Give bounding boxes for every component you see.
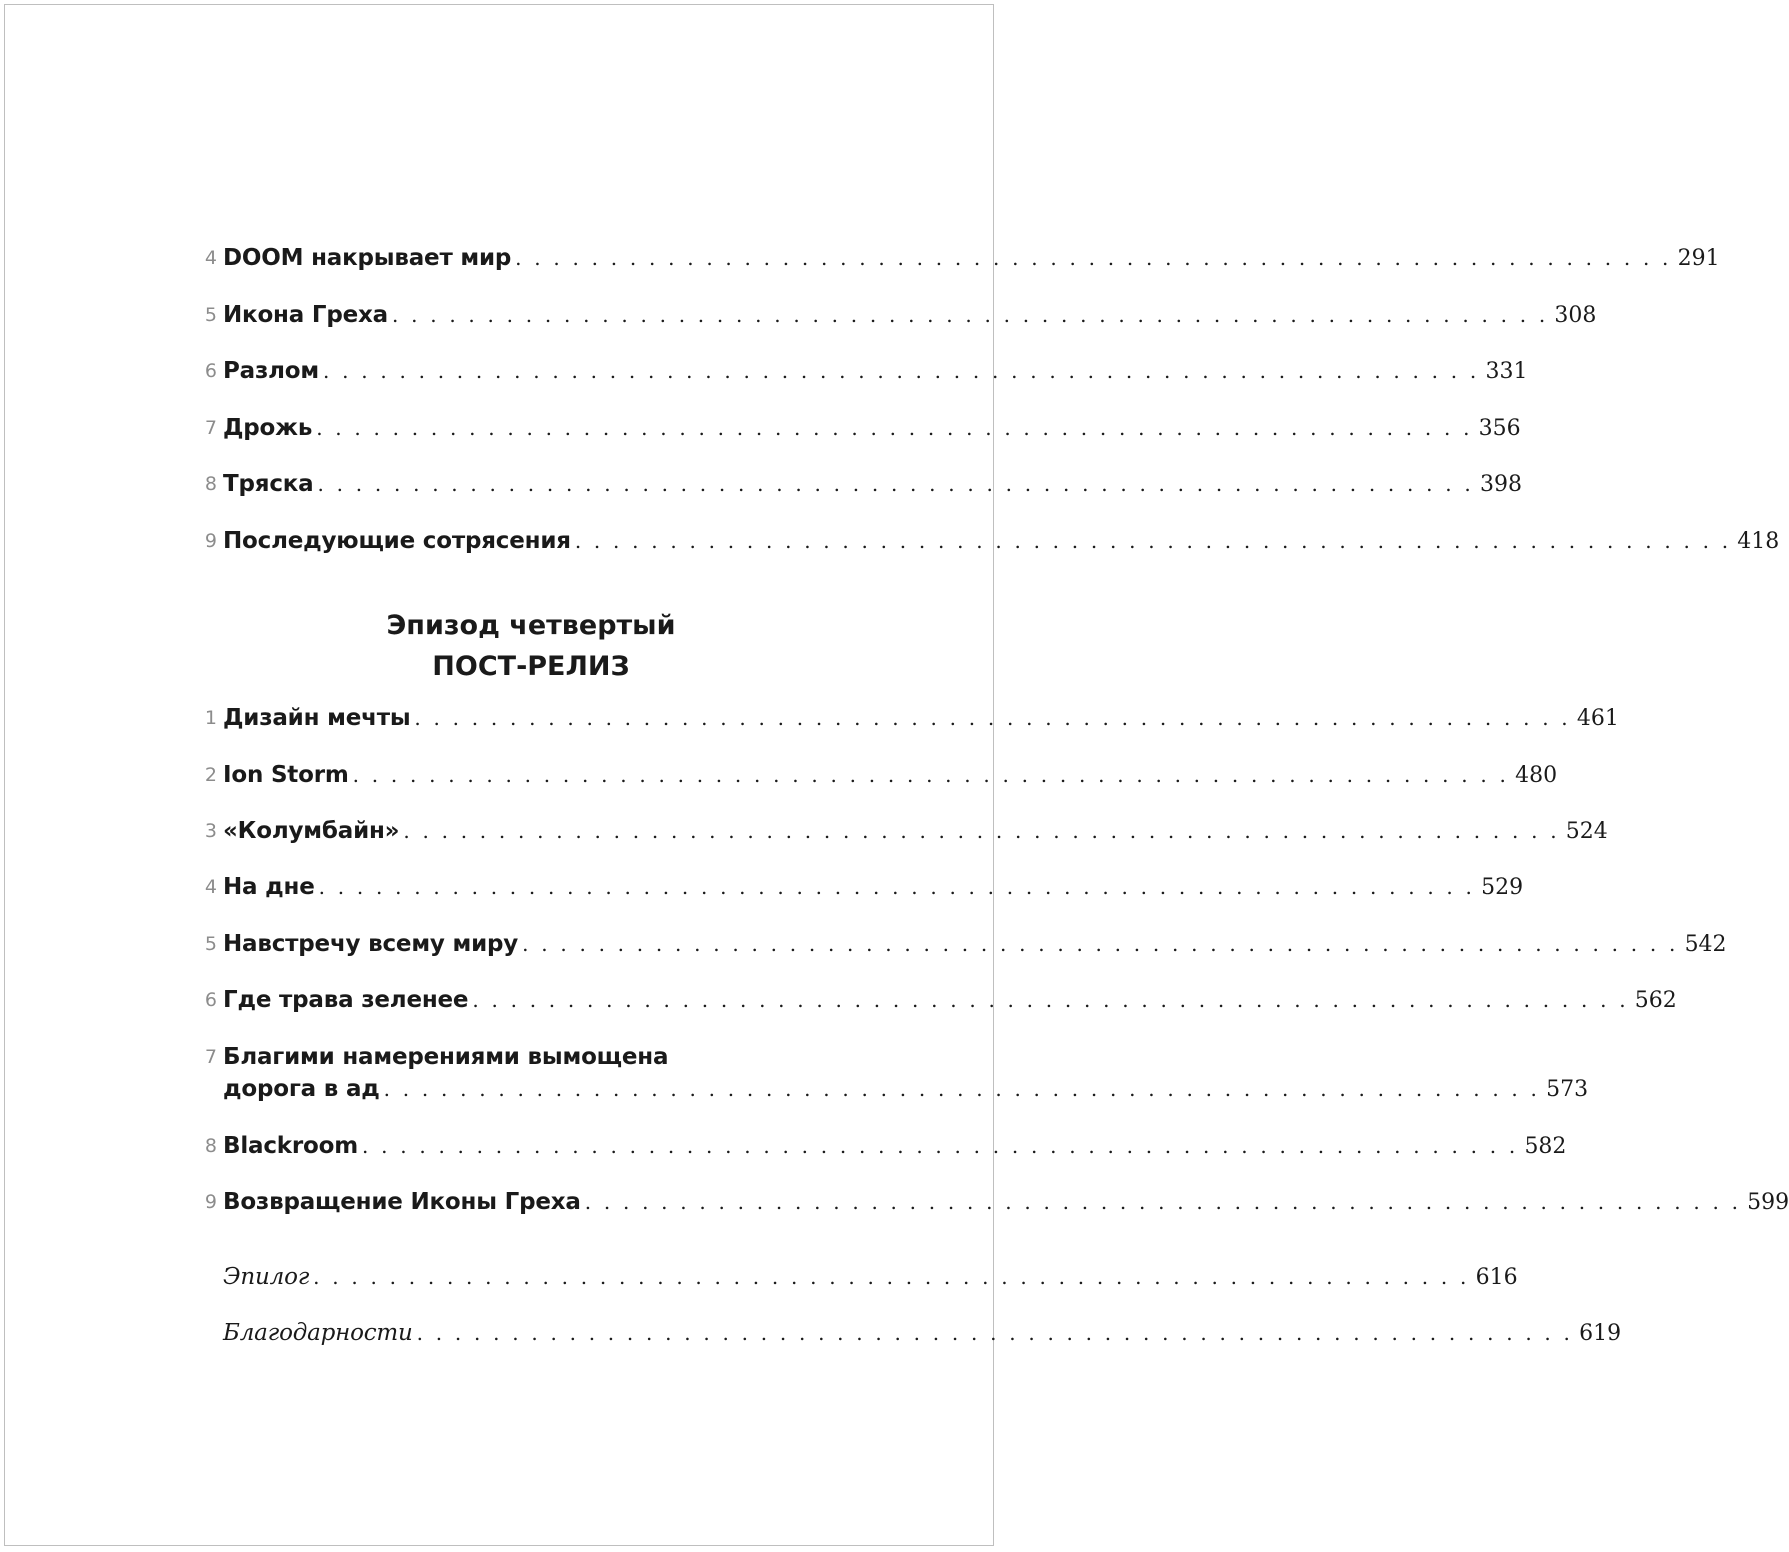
chapter-title: Последующие сотрясения <box>223 528 571 554</box>
leader-dots: . . . . . . . . . . . . . . . . . . . . . . . . . . . . . . . . . . . . . . . . . . . . . . . . . . . . . . . . . . . . . <box>361 1134 1519 1158</box>
page-number: 524 <box>1565 819 1608 844</box>
chapter-title: Blackroom <box>223 1133 358 1159</box>
page-number: 418 <box>1737 529 1780 554</box>
chapter-number: 7 <box>204 417 217 439</box>
chapter-number: 6 <box>204 360 217 382</box>
chapter-number: 5 <box>204 933 217 955</box>
chapter-number: 4 <box>204 876 217 898</box>
chapter-title: Возвращение Иконы Греха <box>223 1189 581 1215</box>
toc-entry <box>200 924 1727 964</box>
page-number: 529 <box>1481 875 1524 900</box>
page-number: 616 <box>1475 1265 1518 1290</box>
leader-dots: . . . . . . . . . . . . . . . . . . . . . . . . . . . . . . . . . . . . . . . . . . . . . . . . . . . . . . . . . . . . . <box>522 932 1679 956</box>
toc-entry <box>200 698 1619 738</box>
page-number: 573 <box>1546 1077 1589 1102</box>
leader-dots: . . . . . . . . . . . . . . . . . . . . . . . . . . . . . . . . . . . . . . . . . . . . . . . . . . . . . . . . . . . . . <box>414 706 1571 730</box>
leader-dots: . . . . . . . . . . . . . . . . . . . . . . . . . . . . . . . . . . . . . . . . . . . . . . . . . . . . . . . . . . . . . <box>317 472 1474 496</box>
toc-entry <box>200 1182 1789 1222</box>
chapter-number: 4 <box>204 247 217 269</box>
page-number: 291 <box>1677 246 1720 271</box>
chapter-title: На дне <box>223 874 315 900</box>
chapter-number: 1 <box>204 707 217 729</box>
page-number: 562 <box>1634 988 1677 1013</box>
toc-entry <box>200 980 1677 1020</box>
page-number: 599 <box>1747 1190 1789 1215</box>
chapter-title: Ion Storm <box>223 762 349 788</box>
chapter-number: 8 <box>204 473 217 495</box>
toc-entry <box>200 867 1524 907</box>
episode-heading: Эпизод четвертый <box>386 610 676 641</box>
leader-dots: . . . . . . . . . . . . . . . . . . . . . . . . . . . . . . . . . . . . . . . . . . . . . . . . . . . . . . . . . . . . . <box>574 529 1732 553</box>
toc-entry <box>200 811 1608 851</box>
page-number: 619 <box>1579 1321 1622 1346</box>
toc-entry <box>200 521 1780 561</box>
chapter-number: 6 <box>204 989 217 1011</box>
leader-dots: . . . . . . . . . . . . . . . . . . . . . . . . . . . . . . . . . . . . . . . . . . . . . . . . . . . . . . . . . . . . . <box>383 1077 1541 1101</box>
toc-entry <box>200 408 1521 448</box>
page-number: 398 <box>1479 472 1522 497</box>
chapter-title: «Колумбайн» <box>223 818 400 844</box>
chapter-title: Навстречу всему миру <box>223 931 519 957</box>
toc-entry <box>200 238 1720 278</box>
toc-entry <box>200 351 1528 391</box>
back-matter-title: Эпилог <box>223 1264 310 1290</box>
page-number: 308 <box>1554 303 1597 328</box>
toc-entry <box>200 464 1522 504</box>
chapter-title: Тряска <box>223 471 314 497</box>
page-number: 582 <box>1524 1134 1567 1159</box>
chapter-title: Икона Греха <box>223 302 388 328</box>
chapter-number: 3 <box>204 820 217 842</box>
chapter-title: Дизайн мечты <box>223 705 411 731</box>
chapter-title-line1: Благими намерениями вымощена <box>223 1044 669 1070</box>
page-number: 461 <box>1576 706 1619 731</box>
page-number: 542 <box>1684 932 1727 957</box>
chapter-number: 2 <box>204 764 217 786</box>
toc-entry <box>200 295 1597 335</box>
chapter-number: 9 <box>204 1191 217 1213</box>
page-number: 480 <box>1515 763 1558 788</box>
page-number: 356 <box>1478 416 1521 441</box>
toc-entry <box>200 1126 1567 1166</box>
leader-dots: . . . . . . . . . . . . . . . . . . . . . . . . . . . . . . . . . . . . . . . . . . . . . . . . . . . . . . . . . . . . . <box>318 875 1476 899</box>
chapter-number: 8 <box>204 1135 217 1157</box>
chapter-title: Где трава зеленее <box>223 987 469 1013</box>
leader-dots: . . . . . . . . . . . . . . . . . . . . . . . . . . . . . . . . . . . . . . . . . . . . . . . . . . . . . . . . . . . . . <box>391 303 1549 327</box>
chapter-title-line2: дорога в ад <box>223 1076 380 1102</box>
chapter-number: 9 <box>204 530 217 552</box>
episode-subtitle: ПОСТ-РЕЛИЗ <box>432 651 630 682</box>
page-number: 331 <box>1485 359 1528 384</box>
leader-dots: . . . . . . . . . . . . . . . . . . . . . . . . . . . . . . . . . . . . . . . . . . . . . . . . . . . . . . . . . . . . . <box>313 1265 1470 1289</box>
chapter-number: 7 <box>204 1046 217 1068</box>
leader-dots: . . . . . . . . . . . . . . . . . . . . . . . . . . . . . . . . . . . . . . . . . . . . . . . . . . . . . . . . . . . . . <box>416 1321 1574 1345</box>
leader-dots: . . . . . . . . . . . . . . . . . . . . . . . . . . . . . . . . . . . . . . . . . . . . . . . . . . . . . . . . . . . . . <box>472 988 1629 1012</box>
leader-dots: . . . . . . . . . . . . . . . . . . . . . . . . . . . . . . . . . . . . . . . . . . . . . . . . . . . . . . . . . . . . . <box>323 359 1480 383</box>
chapter-number: 5 <box>204 304 217 326</box>
chapter-title: Разлом <box>223 358 319 384</box>
chapter-title: Дрожь <box>223 415 313 441</box>
leader-dots: . . . . . . . . . . . . . . . . . . . . . . . . . . . . . . . . . . . . . . . . . . . . . . . . . . . . . . . . . . . . . <box>515 246 1672 270</box>
toc-entry-acknowledgements <box>200 1313 1622 1353</box>
toc-entry <box>200 1037 1589 1109</box>
leader-dots: . . . . . . . . . . . . . . . . . . . . . . . . . . . . . . . . . . . . . . . . . . . . . . . . . . . . . . . . . . . . . <box>352 763 1510 787</box>
leader-dots: . . . . . . . . . . . . . . . . . . . . . . . . . . . . . . . . . . . . . . . . . . . . . . . . . . . . . . . . . . . . . <box>403 819 1560 843</box>
toc-entry-epilogue <box>200 1257 1518 1297</box>
leader-dots: . . . . . . . . . . . . . . . . . . . . . . . . . . . . . . . . . . . . . . . . . . . . . . . . . . . . . . . . . . . . . <box>316 416 1473 440</box>
leader-dots: . . . . . . . . . . . . . . . . . . . . . . . . . . . . . . . . . . . . . . . . . . . . . . . . . . . . . . . . . . . . . <box>584 1190 1742 1214</box>
toc-entry <box>200 755 1558 795</box>
back-matter-title: Благодарности <box>223 1320 413 1346</box>
chapter-title: DOOM накрывает мир <box>223 245 512 271</box>
